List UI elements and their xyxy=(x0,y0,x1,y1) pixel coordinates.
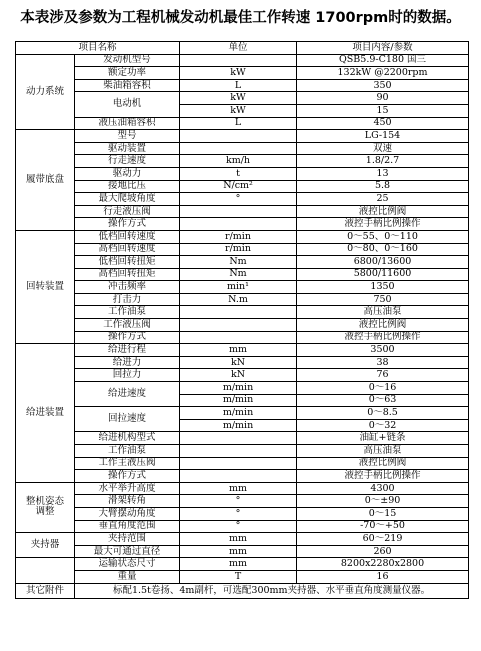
row-name: 操作方式 xyxy=(75,331,180,344)
row-value: 3500 xyxy=(297,344,469,357)
category-power: 动力系统 xyxy=(16,54,75,130)
table-row xyxy=(16,570,469,583)
row-name: 发动机型号 xyxy=(75,54,180,67)
table-row xyxy=(16,432,469,445)
row-name: 操作方式 xyxy=(75,470,180,483)
row-value: 0～±90 xyxy=(297,495,469,508)
row-name: 电动机 xyxy=(75,92,180,117)
table-row xyxy=(16,193,469,206)
row-value: 1.8/2.7 xyxy=(297,155,469,168)
row-value: 132kW @2200rpm xyxy=(297,67,469,80)
table-row xyxy=(16,167,469,180)
table-row xyxy=(16,558,469,571)
row-name: 工作主液压阀 xyxy=(75,457,180,470)
row-value: 高压油泵 xyxy=(297,445,469,458)
row-unit xyxy=(180,205,297,218)
category-feed: 给进装置 xyxy=(16,344,75,483)
row-unit xyxy=(180,432,297,445)
header-content: 项目内容/参数 xyxy=(297,42,469,55)
row-name: 重量 xyxy=(75,570,180,583)
row-unit xyxy=(180,142,297,155)
table-row xyxy=(16,281,469,294)
table-row xyxy=(16,344,469,357)
row-value: 5800/11600 xyxy=(297,268,469,281)
row-unit: kW xyxy=(180,92,297,105)
row-name: 工作油泵 xyxy=(75,306,180,319)
table-row xyxy=(16,230,469,243)
row-name: 最大可通过直径 xyxy=(75,545,180,558)
row-value: 0～55、0～110 xyxy=(297,230,469,243)
row-name: 接地比压 xyxy=(75,180,180,193)
row-value: 高压油泵 xyxy=(297,306,469,319)
table-row xyxy=(16,79,469,92)
table-row xyxy=(16,545,469,558)
row-value: 90 xyxy=(297,92,469,105)
row-value: 油缸+链条 xyxy=(297,432,469,445)
row-value: 76 xyxy=(297,369,469,382)
row-unit: L xyxy=(180,79,297,92)
row-unit: L xyxy=(180,117,297,130)
table-row xyxy=(16,407,469,420)
row-value: 8200x2280x2800 xyxy=(297,558,469,571)
table-row xyxy=(16,331,469,344)
row-value: 液控手柄比例操作 xyxy=(297,331,469,344)
row-name: 给进速度 xyxy=(75,382,180,407)
table-row xyxy=(16,54,469,67)
table-row xyxy=(16,218,469,231)
row-unit: Nm xyxy=(180,268,297,281)
row-value: 0～8.5 xyxy=(297,407,469,420)
row-value: 16 xyxy=(297,570,469,583)
table-row xyxy=(16,67,469,80)
row-value: 38 xyxy=(297,356,469,369)
row-unit: ° xyxy=(180,507,297,520)
row-unit: mm xyxy=(180,344,297,357)
row-value: 液控比例阀 xyxy=(297,319,469,332)
row-unit: N/cm² xyxy=(180,180,297,193)
row-name: 低档回转速度 xyxy=(75,230,180,243)
row-name: 运输状态尺寸 xyxy=(75,558,180,571)
row-value: QSB5.9-C180 国三 xyxy=(297,54,469,67)
row-value: 液控手柄比例操作 xyxy=(297,470,469,483)
table-row xyxy=(16,205,469,218)
table-row xyxy=(16,583,469,598)
row-value: 60～219 xyxy=(297,533,469,546)
row-value: 双速 xyxy=(297,142,469,155)
row-name: 给进行程 xyxy=(75,344,180,357)
row-unit: kW xyxy=(180,104,297,117)
row-unit xyxy=(180,306,297,319)
category-crawler: 履带底盘 xyxy=(16,130,75,231)
row-unit xyxy=(180,54,297,67)
row-unit: mm xyxy=(180,545,297,558)
table-row xyxy=(16,457,469,470)
table-row xyxy=(16,445,469,458)
row-unit xyxy=(180,130,297,143)
row-value: 350 xyxy=(297,79,469,92)
row-unit: mm xyxy=(180,533,297,546)
row-unit: mm xyxy=(180,558,297,571)
table-row xyxy=(16,243,469,256)
row-name: 滑架转角 xyxy=(75,495,180,508)
row-unit: kN xyxy=(180,356,297,369)
table-row xyxy=(16,306,469,319)
row-value: 液控比例阀 xyxy=(297,457,469,470)
row-name: 额定功率 xyxy=(75,67,180,80)
row-unit: r/min xyxy=(180,230,297,243)
row-unit: km/h xyxy=(180,155,297,168)
row-value: 5.8 xyxy=(297,180,469,193)
row-name: 行走液压阀 xyxy=(75,205,180,218)
row-name: 驱动装置 xyxy=(75,142,180,155)
row-name: 工作油泵 xyxy=(75,445,180,458)
table-row xyxy=(16,382,469,395)
row-value: 液控比例阀 xyxy=(297,205,469,218)
row-name: 水平举升高度 xyxy=(75,482,180,495)
row-value: 0～15 xyxy=(297,507,469,520)
category-posture-line1: 整机姿态 xyxy=(25,496,64,508)
row-unit: m/min xyxy=(180,394,297,407)
row-value: 750 xyxy=(297,293,469,306)
row-unit: kW xyxy=(180,67,297,80)
row-value: 4300 xyxy=(297,482,469,495)
row-name: 高档回转扭矩 xyxy=(75,268,180,281)
row-value: 0～63 xyxy=(297,394,469,407)
row-name: 大臂摆动角度 xyxy=(75,507,180,520)
row-unit: T xyxy=(180,570,297,583)
table-row xyxy=(16,155,469,168)
row-unit: min¹ xyxy=(180,281,297,294)
row-name: 回拉力 xyxy=(75,369,180,382)
table-row xyxy=(16,142,469,155)
row-name: 回拉速度 xyxy=(75,407,180,432)
table-row xyxy=(16,520,469,533)
row-name: 给进机构型式 xyxy=(75,432,180,445)
category-rotary: 回转装置 xyxy=(16,230,75,343)
table-row xyxy=(16,319,469,332)
table-row xyxy=(16,470,469,483)
table-row xyxy=(16,495,469,508)
row-name: 打击力 xyxy=(75,293,180,306)
table-header-row xyxy=(16,42,469,55)
row-value: 0～32 xyxy=(297,419,469,432)
row-value: -70～+50 xyxy=(297,520,469,533)
row-value: 6800/13600 xyxy=(297,256,469,269)
page-title: 本表涉及参数为工程机械发动机最佳工作转速 1700rpm时的数据。 xyxy=(20,10,461,26)
row-value: 0～80、0～160 xyxy=(297,243,469,256)
row-unit xyxy=(180,319,297,332)
category-posture xyxy=(16,482,75,532)
row-unit xyxy=(180,457,297,470)
row-name: 给进力 xyxy=(75,356,180,369)
row-name: 柴油箱容积 xyxy=(75,79,180,92)
row-unit: m/min xyxy=(180,382,297,395)
row-name: 型号 xyxy=(75,130,180,143)
table-row xyxy=(16,482,469,495)
row-value: 0～16 xyxy=(297,382,469,395)
table-row xyxy=(16,293,469,306)
row-unit: kN xyxy=(180,369,297,382)
row-unit xyxy=(180,331,297,344)
row-unit xyxy=(180,445,297,458)
row-value: 25 xyxy=(297,193,469,206)
row-name: 冲击频率 xyxy=(75,281,180,294)
row-unit: ° xyxy=(180,193,297,206)
row-name: 行走速度 xyxy=(75,155,180,168)
row-unit xyxy=(180,470,297,483)
row-name: 最大爬坡角度 xyxy=(75,193,180,206)
row-value: 13 xyxy=(297,167,469,180)
row-value: 液控手柄比例操作 xyxy=(297,218,469,231)
table-row xyxy=(16,507,469,520)
parameter-table xyxy=(15,41,469,599)
row-value: 15 xyxy=(297,104,469,117)
row-name: 操作方式 xyxy=(75,218,180,231)
table-row xyxy=(16,268,469,281)
row-unit: ° xyxy=(180,495,297,508)
category-posture-line2: 调整 xyxy=(35,506,55,518)
row-name: 垂直角度范围 xyxy=(75,520,180,533)
row-name: 工作液压阀 xyxy=(75,319,180,332)
row-value: 260 xyxy=(297,545,469,558)
row-unit: ° xyxy=(180,520,297,533)
row-unit: t xyxy=(180,167,297,180)
table-row xyxy=(16,256,469,269)
row-unit: mm xyxy=(180,482,297,495)
row-name: 驱动力 xyxy=(75,167,180,180)
row-value: 450 xyxy=(297,117,469,130)
other-accessories-text: 标配1.5t卷扬、4m副杆，可选配300mm夹持器、水平垂直角度测量仪器。 xyxy=(75,583,469,598)
table-row xyxy=(16,180,469,193)
table-row xyxy=(16,130,469,143)
table-row xyxy=(16,369,469,382)
category-holder: 夹持器 xyxy=(16,533,75,558)
row-unit: Nm xyxy=(180,256,297,269)
header-unit: 单位 xyxy=(180,42,297,55)
row-value: LG-154 xyxy=(297,130,469,143)
row-name: 低档回转扭矩 xyxy=(75,256,180,269)
table-row xyxy=(16,356,469,369)
table-row xyxy=(16,92,469,105)
table-row xyxy=(16,117,469,130)
header-name: 项目名称 xyxy=(16,42,180,55)
row-unit: r/min xyxy=(180,243,297,256)
row-value: 1350 xyxy=(297,281,469,294)
row-unit: m/min xyxy=(180,407,297,420)
row-unit xyxy=(180,218,297,231)
row-unit: m/min xyxy=(180,419,297,432)
category-other: 其它附件 xyxy=(16,583,75,598)
row-unit: N.m xyxy=(180,293,297,306)
row-name: 夹持范围 xyxy=(75,533,180,546)
row-name: 液压油箱容积 xyxy=(75,117,180,130)
table-row xyxy=(16,533,469,546)
category-blank xyxy=(16,558,75,583)
row-name: 高档回转速度 xyxy=(75,243,180,256)
